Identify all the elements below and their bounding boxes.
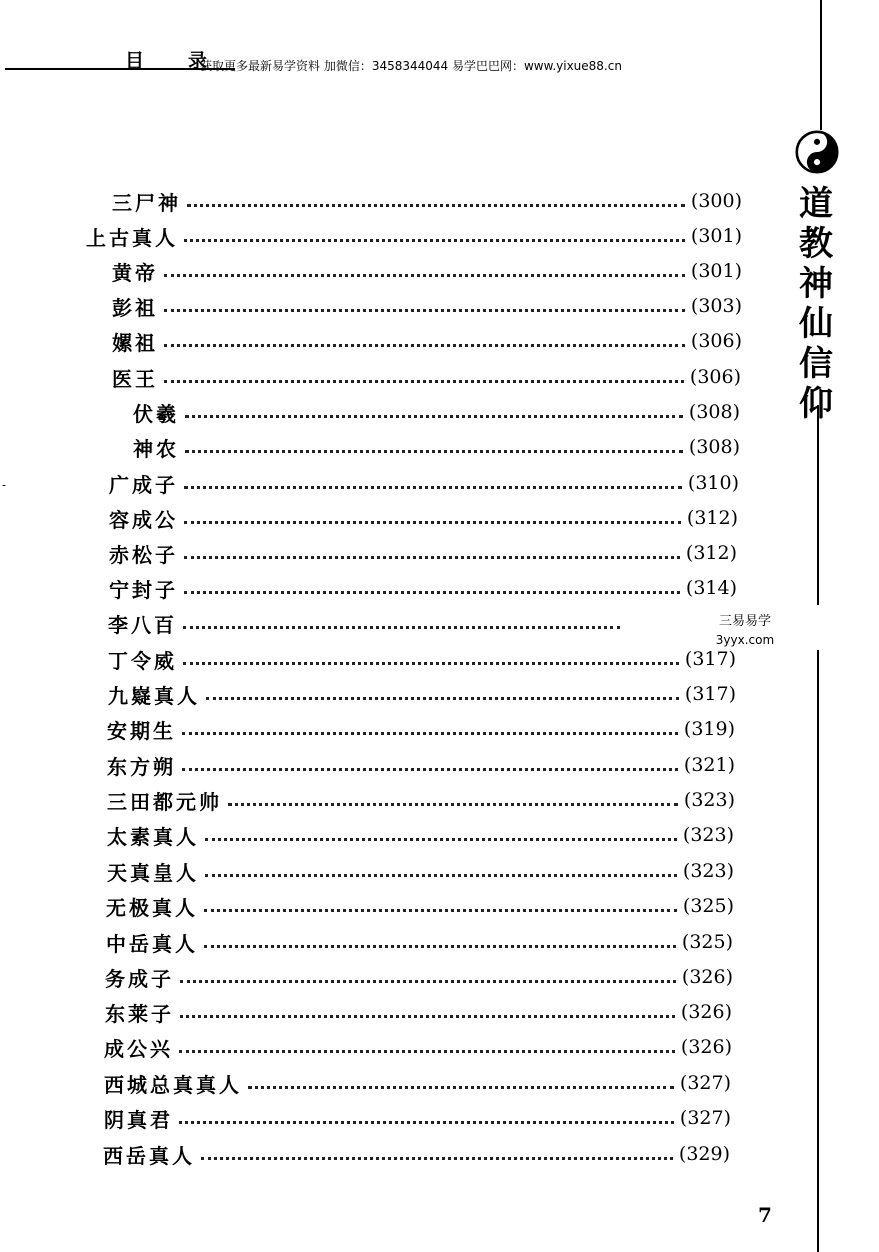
toc-entry [109, 538, 737, 568]
toc-entry-page: (325) [681, 931, 733, 953]
toc-leader-dots [201, 1157, 673, 1160]
toc-leader-dots [180, 1015, 675, 1018]
toc-entry-page: (327) [679, 1107, 731, 1129]
toc-entry [108, 644, 736, 674]
toc-entry-page: (301) [690, 260, 742, 282]
toc-entry-name: 医王 [112, 366, 158, 391]
toc-leader-dots [179, 1050, 675, 1053]
book-title-char: 教 [799, 224, 833, 264]
page-number: 7 [758, 1203, 772, 1227]
toc-entry [104, 1032, 732, 1062]
toc-entry-page: (306) [690, 330, 742, 352]
margin-mark: - [2, 478, 7, 492]
toc-entry [112, 291, 742, 321]
toc-entry-name: 上古真人 [86, 225, 178, 250]
toc-entry-name: 东方朔 [107, 754, 176, 779]
toc-entry-name: 黄帝 [112, 260, 158, 285]
toc-entry [86, 221, 742, 251]
toc-leader-dots [204, 945, 676, 948]
toc-entry-name: 务成子 [105, 966, 174, 991]
toc-leader-dots [184, 486, 682, 489]
toc-entry-page: (310) [687, 472, 739, 494]
toc-entry [107, 785, 735, 815]
toc-entry-page: (308) [688, 436, 740, 458]
toc-entry [109, 503, 738, 533]
toc-entry [108, 608, 626, 638]
toc-leader-dots [180, 980, 676, 983]
toc-entry-page: (325) [682, 895, 734, 917]
brand-site: 3yyx.com [715, 633, 775, 647]
toc-entry-name: 容成公 [109, 507, 178, 532]
toc-leader-dots [164, 344, 685, 347]
toc-entry-name: 西岳真人 [103, 1143, 195, 1168]
toc-entry [109, 573, 737, 603]
toc-entry [133, 397, 740, 427]
toc-entry-name: 太素真人 [107, 824, 199, 849]
toc-entry-page: (319) [683, 718, 735, 740]
toc-entry-page: (303) [690, 295, 742, 317]
toc-entry [109, 468, 739, 498]
watermark-text: 获取更多最新易学资料 加微信：3458344044 易学巴巴网：www.yixue88.cn [200, 59, 622, 73]
toc-entry-name: 中岳真人 [106, 931, 198, 956]
toc-entry [107, 856, 734, 886]
toc-entry-page: (317) [684, 648, 736, 670]
toc-entry [107, 820, 734, 850]
toc-entry [133, 432, 740, 462]
toc-leader-dots [248, 1086, 674, 1089]
toc-leader-dots [164, 309, 685, 312]
yin-yang-icon [795, 130, 839, 174]
book-title [793, 184, 839, 424]
toc-entry-page: (312) [686, 507, 738, 529]
toc-leader-dots [164, 380, 684, 383]
toc-entry [105, 997, 732, 1027]
toc-entry-page: (326) [680, 1036, 732, 1058]
toc-leader-dots [184, 239, 685, 242]
toc-entry-page: (306) [689, 366, 741, 388]
toc-entry-page: (326) [681, 966, 733, 988]
toc-leader-dots [228, 803, 678, 806]
toc-entry-page: (323) [683, 789, 735, 811]
toc-entry-page: (327) [679, 1072, 731, 1094]
toc-leader-dots [184, 556, 680, 559]
book-title-char: 仙 [799, 304, 833, 344]
toc-leader-dots [204, 909, 677, 912]
toc-entry-name: 西城总真真人 [104, 1072, 242, 1097]
side-rule-top [820, 0, 822, 130]
toc-leader-dots [184, 521, 681, 524]
brand-name: 三易易学 [718, 614, 771, 629]
toc-entry-name: 无极真人 [106, 895, 198, 920]
toc-entry-name: 天真皇人 [107, 860, 199, 885]
toc-entry-name: 三尸神 [112, 190, 181, 215]
toc-entry-page: (323) [682, 860, 734, 882]
toc-entry [112, 186, 742, 216]
toc-leader-dots [205, 874, 677, 877]
toc-entry [105, 962, 733, 992]
toc-leader-dots [183, 626, 620, 629]
toc-leader-dots [182, 768, 678, 771]
toc-leader-dots [183, 662, 679, 665]
book-title-char: 神 [799, 264, 833, 304]
toc-entry [107, 714, 735, 744]
toc-entry-page: (301) [690, 225, 742, 247]
toc-leader-dots [184, 591, 680, 594]
toc-entry-name: 东莱子 [105, 1001, 174, 1026]
toc-entry [112, 256, 742, 286]
toc-entry-page: (314) [685, 577, 737, 599]
toc-entry-page: (300) [690, 190, 742, 212]
toc-entry-name: 神农 [133, 436, 179, 461]
toc-entry-name: 三田都元帅 [107, 789, 222, 814]
toc-leader-dots [206, 697, 679, 700]
toc-entry-name: 丁令威 [108, 648, 177, 673]
toc-leader-dots [187, 204, 685, 207]
toc-entry-page: (329) [678, 1143, 730, 1165]
toc-entry-name: 伏羲 [133, 401, 179, 426]
toc-entry-page: (321) [683, 754, 735, 776]
toc-entry-name: 安期生 [107, 718, 176, 743]
toc-entry-name: 彭祖 [112, 295, 158, 320]
toc-entry [108, 679, 736, 709]
toc-entry-page: (326) [680, 1001, 732, 1023]
toc-entry-page: (312) [685, 542, 737, 564]
toc-leader-dots [185, 450, 683, 453]
toc-entry-name: 宁封子 [109, 577, 178, 602]
toc-leader-dots [185, 415, 683, 418]
toc-entry-name: 阴真君 [104, 1107, 173, 1132]
toc-entry [112, 362, 741, 392]
book-title-char: 信 [799, 344, 833, 384]
toc-entry-name: 赤松子 [109, 542, 178, 567]
page-header [0, 40, 780, 80]
brand-watermark [702, 610, 788, 647]
toc-entry-name: 九嶷真人 [108, 683, 200, 708]
toc-entry-name: 成公兴 [104, 1036, 173, 1061]
toc-entry-name: 广成子 [109, 472, 178, 497]
toc-entry-page: (317) [684, 683, 736, 705]
toc-leader-dots [182, 732, 678, 735]
book-title-char: 仰 [799, 384, 833, 424]
toc-entry [104, 1068, 731, 1098]
toc-entry-name: 李八百 [108, 612, 177, 637]
toc-leader-dots [205, 838, 677, 841]
toc-entry [106, 927, 733, 957]
side-rule-bottom [817, 650, 819, 1252]
side-rule-middle [817, 405, 819, 605]
toc-entry [112, 326, 742, 356]
toc-leader-dots [179, 1121, 674, 1124]
toc-entry [106, 891, 734, 921]
toc-entry [104, 1103, 731, 1133]
toc-entry-page: (323) [682, 824, 734, 846]
toc-entry-page: (308) [688, 401, 740, 423]
toc-entry-name: 嫘祖 [112, 330, 158, 355]
book-title-char: 道 [799, 184, 833, 224]
toc-leader-dots [164, 274, 685, 277]
toc-entry [103, 1139, 730, 1169]
page-title: 目录 [125, 50, 252, 72]
toc-entry [107, 750, 735, 780]
